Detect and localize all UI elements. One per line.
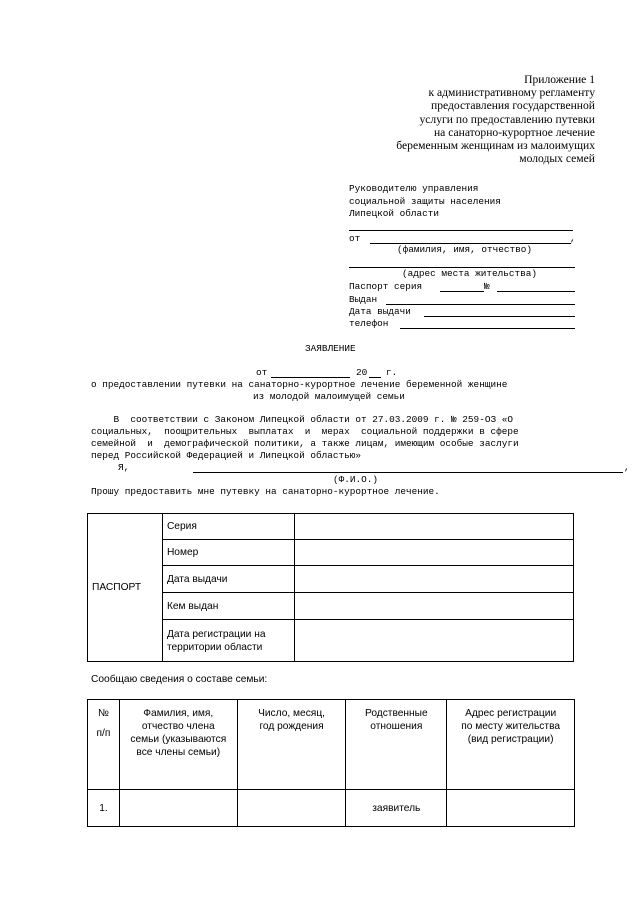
header-text: отчество члена	[141, 721, 215, 732]
number-sign: №	[484, 281, 490, 292]
addressee-line: социальной защиты населения	[349, 196, 501, 207]
fio-field[interactable]	[193, 472, 623, 473]
header-text: год рождения	[259, 721, 324, 732]
fio-hint: (фамилия, имя, отчество)	[397, 244, 533, 255]
header-text: отношения	[370, 721, 423, 732]
header-address	[447, 700, 575, 790]
date-day-month-field[interactable]	[271, 377, 350, 378]
comma: ,	[624, 462, 630, 473]
row-relation: заявитель	[346, 790, 447, 827]
issue-date-field[interactable]	[424, 316, 575, 317]
phone-label: телефон	[349, 318, 389, 329]
header-text: №	[97, 708, 109, 719]
passport-number-cell[interactable]	[294, 540, 573, 566]
header-relation	[346, 700, 447, 790]
appendix-line: предоставления государственной	[431, 99, 595, 113]
year-prefix: 20	[356, 367, 368, 378]
comma: ,	[570, 233, 576, 244]
body-line: перед Российской Федерацией и Липецкой областью»	[91, 450, 362, 461]
ya-label: Я,	[118, 462, 130, 473]
passport-registration-date-cell[interactable]	[294, 620, 573, 662]
body-line: семейной и демографической политики, а также лицам, имеющим особые заслуги	[91, 438, 519, 449]
table-row	[88, 790, 575, 827]
year-suffix: г.	[386, 367, 398, 378]
appendix-line: услуги по предоставлению путевки	[419, 112, 595, 126]
issued-label: Выдан	[349, 294, 378, 305]
passport-row-label-line: территории области	[166, 641, 263, 653]
passport-row-label-line: Дата регистрации на	[166, 628, 266, 640]
header-birth	[237, 700, 346, 790]
passport-row-label: Дата выдачи	[162, 566, 294, 593]
header-text: п/п	[96, 728, 111, 739]
header-text: семьи (указываются	[130, 734, 227, 745]
appendix-header	[315, 73, 595, 165]
header-text: Адрес регистрации	[465, 708, 557, 719]
blank-line	[349, 230, 573, 231]
passport-series-field[interactable]	[440, 291, 484, 292]
header-text: все члены семьи)	[136, 747, 221, 758]
request-line: Прошу предоставить мне путевку на санаторно-курортное лечение.	[91, 486, 440, 497]
row-address-cell[interactable]	[447, 790, 575, 827]
row-name-cell[interactable]	[119, 790, 237, 827]
subject-line: из молодой малоимущей семьи	[253, 391, 405, 402]
header-text: Число, месяц,	[258, 708, 325, 719]
header-name	[119, 700, 237, 790]
passport-group-label: ПАСПОРТ	[88, 514, 163, 662]
passport-table	[87, 513, 574, 662]
address-hint: (адрес места жительства)	[402, 268, 538, 279]
issue-date-label: Дата выдачи	[349, 306, 411, 317]
row-num: 1.	[88, 790, 120, 827]
fio-short-hint: (Ф.И.О.)	[333, 474, 379, 485]
subject-line: о предоставлении путевки на санаторно-курортное лечение беременной женщине	[91, 379, 508, 390]
row-birth-cell[interactable]	[237, 790, 346, 827]
issued-field[interactable]	[386, 304, 575, 305]
family-intro: Сообщаю сведения о составе семьи:	[91, 674, 268, 685]
appendix-line: Приложение 1	[524, 73, 595, 86]
header-text: (вид регистрации)	[467, 734, 554, 745]
addressee-line: Липецкой области	[349, 208, 440, 219]
passport-row-label: Кем выдан	[162, 593, 294, 620]
header-text: Фамилия, имя,	[143, 708, 214, 719]
appendix-line: молодых семей	[519, 152, 595, 166]
passport-series-label: Паспорт серия	[349, 281, 423, 292]
body-line: В соответствии с Законом Липецкой области от 27.03.2009 г. № 259-ОЗ «О	[91, 414, 513, 425]
addressee-line: Руководителю управления	[349, 183, 479, 194]
header-text: Родственные	[364, 708, 428, 719]
application-title: ЗАЯВЛЕНИЕ	[305, 343, 356, 354]
passport-series-cell[interactable]	[294, 514, 573, 540]
year-field[interactable]	[369, 377, 381, 378]
family-table	[87, 699, 575, 827]
passport-row-label: Серия	[162, 514, 294, 540]
phone-field[interactable]	[400, 328, 575, 329]
passport-issued-by-cell[interactable]	[294, 593, 573, 620]
body-line: социальных, поощрительных выплатах и мерах социальной поддержки в сфере	[91, 426, 519, 437]
date-from-label: от	[256, 367, 268, 378]
appendix-line: к административному регламенту	[428, 86, 595, 100]
header-num	[88, 700, 120, 790]
header-text: по месту жительства	[461, 721, 561, 732]
passport-number-field[interactable]	[497, 291, 575, 292]
passport-row-label	[162, 620, 294, 662]
appendix-line: на санаторно-курортное лечение	[433, 125, 595, 139]
from-label: от	[349, 233, 361, 244]
passport-issue-date-cell[interactable]	[294, 566, 573, 593]
passport-row-label: Номер	[162, 540, 294, 566]
appendix-line: беременным женщинам из малоимущих	[396, 139, 595, 153]
